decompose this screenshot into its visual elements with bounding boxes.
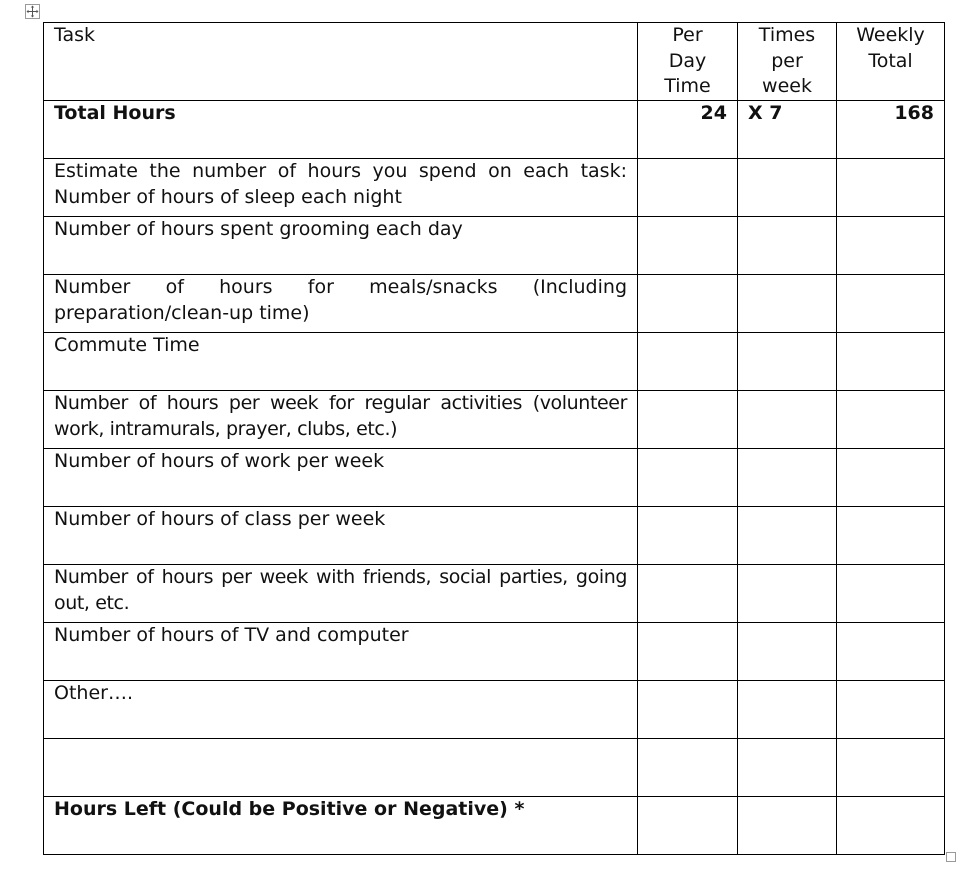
times-cell[interactable] <box>738 681 837 739</box>
times-cell[interactable] <box>738 797 837 855</box>
per-day-cell[interactable] <box>638 565 738 623</box>
weekly-cell[interactable] <box>837 623 945 681</box>
weekly-cell[interactable] <box>837 275 945 333</box>
task-cell[interactable]: Number of hours per week with friends, social parties, going out, etc. <box>44 565 638 623</box>
table-row <box>44 275 945 333</box>
header-times-per-week[interactable]: Times per week <box>738 23 837 101</box>
per-day-cell[interactable] <box>638 159 738 217</box>
total-per-day-value[interactable]: 24 <box>638 101 738 159</box>
task-cell[interactable]: Commute Time <box>44 333 638 391</box>
header-per-day-time[interactable]: Per Day Time <box>638 23 738 101</box>
weekly-cell[interactable] <box>837 333 945 391</box>
per-day-cell[interactable] <box>638 739 738 797</box>
task-cell[interactable]: Number of hours of TV and computer <box>44 623 638 681</box>
weekly-cell[interactable] <box>837 797 945 855</box>
table-row <box>44 333 945 391</box>
per-day-cell[interactable] <box>638 333 738 391</box>
weekly-cell[interactable] <box>837 507 945 565</box>
per-day-cell[interactable] <box>638 797 738 855</box>
header-weekly-total[interactable]: Weekly Total <box>837 23 945 101</box>
weekly-cell[interactable] <box>837 681 945 739</box>
weekly-cell[interactable] <box>837 449 945 507</box>
per-day-cell[interactable] <box>638 217 738 275</box>
task-cell[interactable]: Number of hours for meals/snacks (Including preparation/clean-up time) <box>44 275 638 333</box>
time-worksheet-table <box>43 22 945 855</box>
table-resize-icon[interactable] <box>946 852 956 862</box>
hours-left-label[interactable]: Hours Left (Could be Positive or Negative) * <box>44 797 638 855</box>
task-cell[interactable]: Number of hours of work per week <box>44 449 638 507</box>
task-cell[interactable]: Estimate the number of hours you spend on each task: Number of hours of sleep each night <box>44 159 638 217</box>
weekly-cell[interactable] <box>837 739 945 797</box>
times-cell[interactable] <box>738 449 837 507</box>
task-cell[interactable]: Number of hours of class per week <box>44 507 638 565</box>
total-hours-row <box>44 101 945 159</box>
per-day-cell[interactable] <box>638 681 738 739</box>
table-row <box>44 159 945 217</box>
times-cell[interactable] <box>738 391 837 449</box>
total-weekly-value[interactable]: 168 <box>837 101 945 159</box>
table-row <box>44 217 945 275</box>
per-day-cell[interactable] <box>638 623 738 681</box>
hours-left-row <box>44 797 945 855</box>
times-cell[interactable] <box>738 333 837 391</box>
task-cell[interactable]: Number of hours spent grooming each day <box>44 217 638 275</box>
weekly-cell[interactable] <box>837 565 945 623</box>
times-cell[interactable] <box>738 217 837 275</box>
task-cell[interactable] <box>44 739 638 797</box>
weekly-cell[interactable] <box>837 159 945 217</box>
task-cell[interactable]: Number of hours per week for regular activities (volunteer work, intramurals, prayer, clubs, etc.) <box>44 391 638 449</box>
table-row <box>44 507 945 565</box>
times-cell[interactable] <box>738 159 837 217</box>
total-times-value[interactable]: X 7 <box>738 101 837 159</box>
weekly-cell[interactable] <box>837 217 945 275</box>
table-row <box>44 623 945 681</box>
total-hours-label[interactable]: Total Hours <box>44 101 638 159</box>
times-cell[interactable] <box>738 507 837 565</box>
per-day-cell[interactable] <box>638 507 738 565</box>
move-icon <box>26 5 39 18</box>
table-row <box>44 681 945 739</box>
table-row <box>44 391 945 449</box>
table-move-icon[interactable] <box>25 4 40 19</box>
weekly-cell[interactable] <box>837 391 945 449</box>
times-cell[interactable] <box>738 275 837 333</box>
times-cell[interactable] <box>738 739 837 797</box>
table-row <box>44 565 945 623</box>
task-cell[interactable]: Other…. <box>44 681 638 739</box>
table-row <box>44 739 945 797</box>
per-day-cell[interactable] <box>638 449 738 507</box>
per-day-cell[interactable] <box>638 391 738 449</box>
header-task[interactable]: Task <box>44 23 638 101</box>
table-header-row <box>44 23 945 101</box>
times-cell[interactable] <box>738 565 837 623</box>
table-row <box>44 449 945 507</box>
per-day-cell[interactable] <box>638 275 738 333</box>
times-cell[interactable] <box>738 623 837 681</box>
